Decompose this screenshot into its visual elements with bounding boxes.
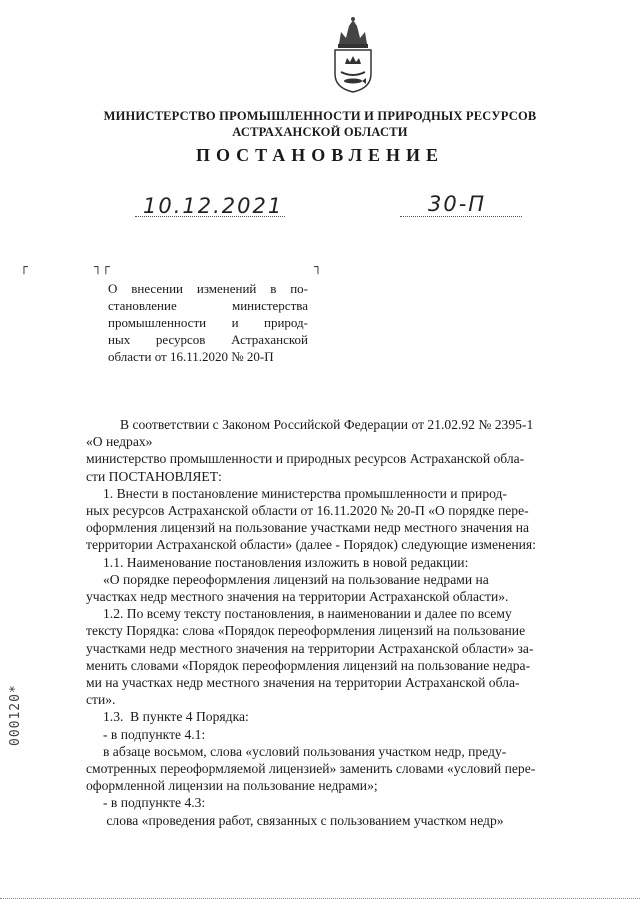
body-line: «О недрах» [86, 434, 153, 450]
body-line: - в подпункте 4.3: [86, 795, 206, 811]
coat-of-arms-emblem [325, 14, 381, 94]
left-corner-mark: ┌ [20, 260, 28, 275]
ministry-name-line1: МИНИСТЕРСТВО ПРОМЫШЛЕННОСТИ И ПРИРОДНЫХ РЕСУРСОВ [103, 109, 537, 123]
body-line: оформленной лицензии на пользование недрами»; [86, 778, 378, 794]
document-number: 30-П [428, 192, 487, 216]
number-underline [400, 216, 522, 217]
document-body [86, 416, 594, 829]
side-stamp [8, 656, 30, 746]
document-type-title: ПОСТАНОВЛЕНИЕ [195, 145, 445, 165]
subject-line: ных ресурсов Астраханской [108, 332, 308, 347]
body-line: слова «проведения работ, связанных с пользованием участком недр» [86, 812, 504, 828]
body-line: 1.3. В пункте 4 Порядка: [86, 709, 249, 725]
body-line: министерство промышленности и природных ресурсов Астраханской обла- [86, 451, 525, 467]
date-underline [135, 216, 285, 217]
document-date: 10.12.2021 [143, 194, 284, 218]
body-line: 1.2. По всему тексту постановления, в наименовании и далее по всему [86, 606, 512, 622]
page-bottom-edge [0, 898, 640, 899]
body-line: территории Астраханской области» (далее - Порядок) следующие изменения: [86, 537, 536, 553]
body-line: смотренных переоформляемой лицензией» заменить словами «условий пере- [86, 761, 536, 777]
subject-open-bracket: ┐┌ [94, 260, 110, 275]
body-line: 1.1. Наименование постановления изложить в новой редакции: [86, 554, 469, 570]
body-line: в абзаце восьмом, слова «условий пользования участком недр, преду- [86, 743, 507, 759]
subject-line: области от 16.11.2020 № 20-П [108, 349, 274, 364]
ministry-name-line2: АСТРАХАНСКОЙ ОБЛАСТИ [232, 125, 408, 139]
subject-line: О внесении изменений в по- [108, 281, 308, 296]
body-line: В соответствии с Законом Российской Федерации от 21.02.92 № 2395-1 [86, 417, 534, 432]
body-line: ми на участках недр местного значения на территории Астраханской обла- [86, 675, 520, 691]
subject-close-bracket: ┐ [314, 260, 322, 275]
body-line: сти ПОСТАНОВЛЯЕТ: [86, 468, 222, 484]
body-line: ных ресурсов Астраханской области от 16.11.2020 № 20-П «О порядке пере- [86, 503, 529, 519]
body-line: «О порядке переоформления лицензий на пользование недрами на [86, 571, 489, 587]
body-line: участках недр местного значения на территории Астраханской области». [86, 589, 509, 605]
side-stamp-text: 000120* [8, 684, 23, 746]
body-line: участками недр местного значения на территории Астраханской области» за- [86, 640, 534, 656]
body-line: - в подпункте 4.1: [86, 726, 206, 742]
body-line: тексту Порядка: слова «Порядок переоформления лицензий на пользование [86, 623, 526, 639]
subject-line: промышленности и природ- [108, 315, 308, 330]
body-line: сти». [86, 692, 116, 708]
body-line: 1. Внести в постановление министерства промышленности и природ- [86, 485, 507, 501]
body-line: менить словами «Порядок переоформления лицензий на пользование недра- [86, 657, 531, 673]
document-subject [108, 280, 308, 365]
subject-line: становление министерства [108, 298, 308, 313]
body-line: оформления лицензий на пользование участками недр местного значения на [86, 520, 530, 536]
